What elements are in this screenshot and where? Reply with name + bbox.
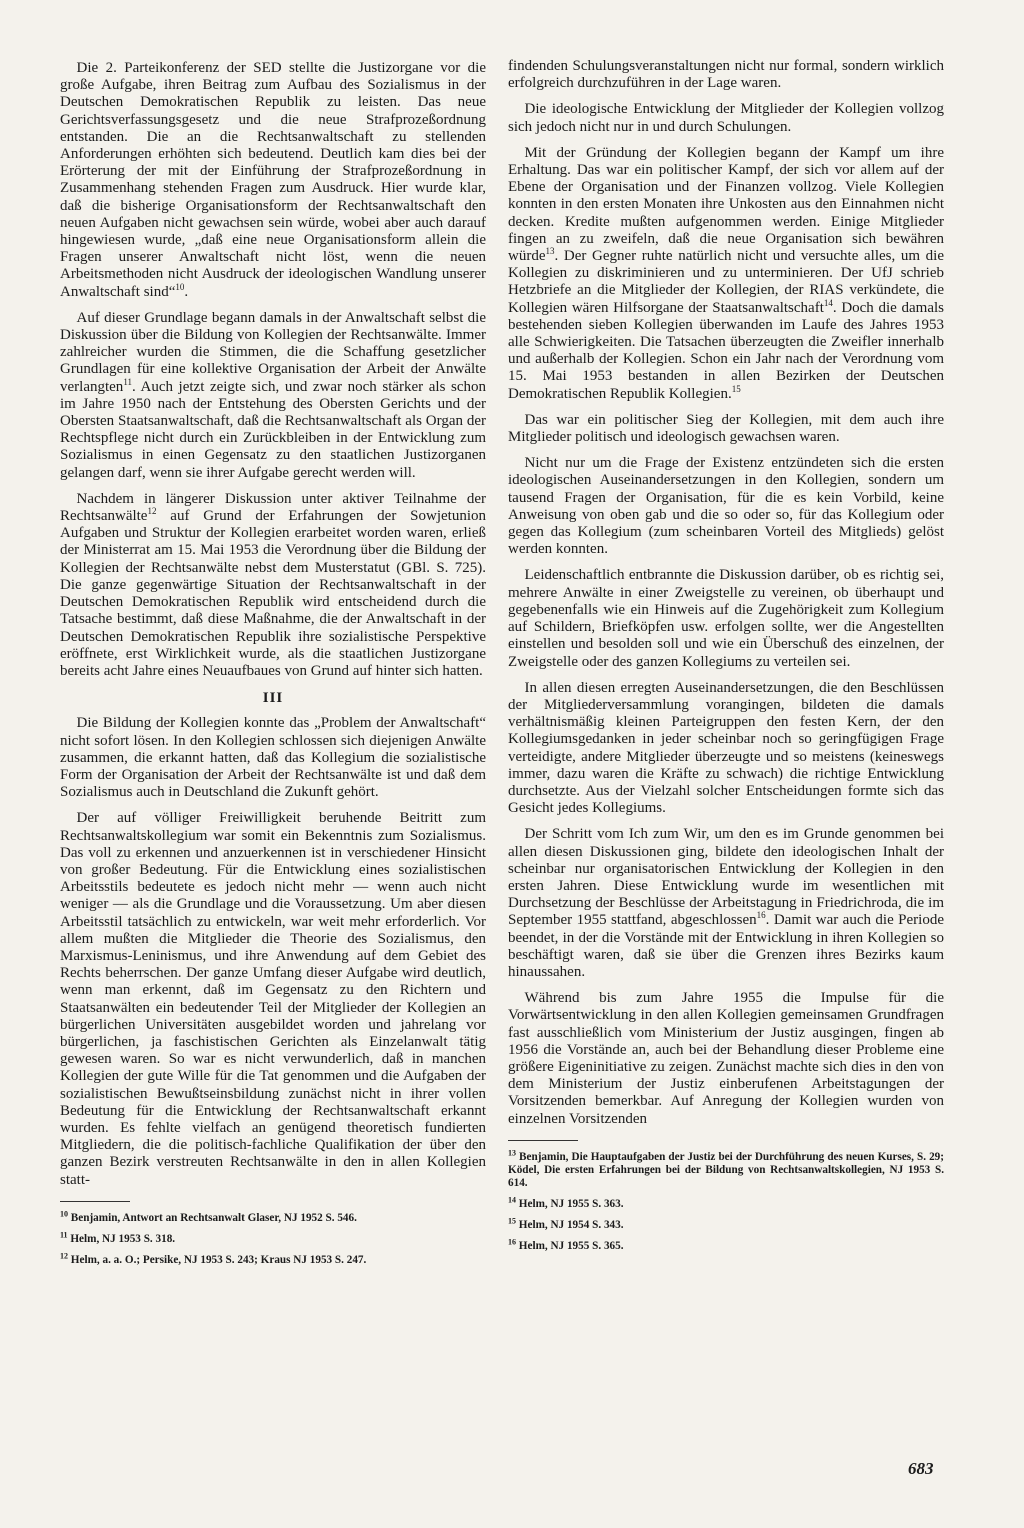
footnote-number: 11 <box>60 1230 68 1240</box>
paragraph: findenden Schulungsveranstaltungen nicht nur formal, sondern wirklich erfolgreich durchzuführen in der Lage waren. <box>508 58 944 92</box>
section-heading: III <box>262 690 284 707</box>
footnote <box>60 1209 486 1225</box>
footnote-number: 10 <box>60 1209 68 1219</box>
paragraph: Das war ein politischer Sieg der Kollegien, mit dem auch ihre Mitglieder politisch und ideologisch gewachsen waren. <box>508 411 944 446</box>
paragraph <box>60 310 486 482</box>
footnote-text: Benjamin, Antwort an Rechtsanwalt Glaser, NJ 1952 S. 546. <box>68 1211 357 1224</box>
right-column <box>508 58 944 1261</box>
footnote-number: 14 <box>508 1195 516 1205</box>
paragraph-text: Der Schritt vom Ich zum Wir, um den es im Grunde genommen bei allen diesen Diskussionen ging, bildete den ideologischen Inhalt der scheinbar nur organisatorischen Entwicklung der Kollegien in den ersten Jahren. Diese Entwicklung wurde im wesentlichen mit Durchsetzung der Beschlüsse der Arbeitstagung in Friedrichroda, die im September 1955 stattfand, abgeschlossen <box>508 826 944 929</box>
footnote-ref[interactable]: 11 <box>123 376 132 387</box>
paragraph-text: auf Grund der Erfahrungen der Sowjetunion Aufgaben und Struktur der Kollegien erarbeitet worden waren, erließ der Ministerrat am 15. Mai 1953 die Verordnung über die Bildung der Kollegien der Rechtsanwälte nebst dem Musterstatut (GBl. S. 725). Die ganze gegenwärtige Situation der Rechtsanwaltschaft in der Deutschen Demokratischen Republik wird entscheidend durch die Tatsache bestimmt, daß diese Maßnahme, die der Anwaltschaft in der Deutschen Demokratischen Republik ihre sozialistische Perspektive eröffnete, erst Wirklichkeit wurde, als die staatlichen Justizorgane bereits acht Jahre eines Neuaufbaues von Grund auf hinter sich hatten. <box>60 508 486 679</box>
paragraph: Die 2. Parteikonferenz der SED stellte die Justizorgane vor die große Aufgabe, ihren Beitrag zum Aufbau des Sozialismus in der Deutschen Demokratischen Republik zu leisten. Das neue Gerichtsverfassungsgesetz und die neue Strafprozeßordnung entstanden. Die an die Rechtsanwaltschaft zu stellenden Anforderungen erhöhten sich bedeutend. Deutlich kam dies bei der Erörterung der mit der Einführung der Strafprozeßordnung in Zusammenhang stehenden Fragen zum Ausdruck. Hier wurde klar, daß die bisherige Organisationsform der Rechtsanwaltschaft den neuen Aufgaben nicht gewachsen sein würde, wobei aber auch darauf hingewiesen wurde, „daß eine neue Organisationsform allein die Fragen unserer Anwaltschaft nicht löst, wenn die neuen Arbeitsmethoden nicht Ausdruck der ideologischen Wandlung unserer Anwaltschaft sind“$^{10}$. <box>60 60 486 300</box>
footnotes-right <box>508 1148 944 1253</box>
footnote <box>508 1237 944 1253</box>
footnotes-left <box>60 1209 486 1267</box>
paragraph: Die Bildung der Kollegien konnte das „Problem der Anwaltschaft“ nicht sofort lösen. In den Kollegien schlossen sich diejenigen Anwälte zusammen, die erkannt hatten, daß das Kollegium die sozialistische Form der Organisation der Arbeit der Rechtsanwälte ist und daß dem Sozialismus auch in Deutschland die Zukunft gehört. <box>60 715 486 801</box>
paragraph <box>508 145 944 403</box>
footnote <box>60 1230 486 1246</box>
paragraph: Leidenschaftlich entbrannte die Diskussion darüber, ob es richtig sei, mehrere Anwälte in einer Zweigstelle zu vereinen, ob überhaupt und gegebenenfalls wie ein Hinweis auf die Zugehörigkeit zum Kollegium auf Schildern, Briefköpfen usw. erfolgen sollte, wer die Angestellten einstellen und besolden soll und wie ein Überschuß des einzelnen, der Zweigstelle oder des ganzen Kollegiums zu verteilen sei. <box>508 567 944 670</box>
paragraph-text: Nachdem in längerer Diskussion unter aktiver Teilnahme der Rechtsanwälte <box>60 490 486 525</box>
footnote <box>508 1216 944 1232</box>
footnote-number: 13 <box>508 1148 516 1158</box>
footnote <box>60 1251 486 1267</box>
paragraph <box>508 826 944 981</box>
paragraph-text: . Auch jetzt zeigte sich, und zwar noch stärker als schon im Jahre 1950 nach der Entstehung des Obersten Gerichts und der Obersten Staatsanwaltschaft, daß die Rechtsanwaltschaft als Organ der Rechtspflege nicht durch ein Zurückbleiben in der Entwicklung zum Sozialismus in einen Gegensatz zu den staatlichen Justizorganen gelangen darf, wenn sie ihrer Aufgabe gerecht werden will. <box>60 378 486 481</box>
footnote-number: 15 <box>508 1216 516 1226</box>
footnote-number: 12 <box>60 1251 68 1261</box>
footnote-text: Helm, NJ 1953 S. 318. <box>67 1232 176 1245</box>
paragraph-text: Auf dieser Grundlage begann damals in der Anwaltschaft selbst die Diskussion über die Bildung von Kollegien der Rechtsanwälte. Immer zahlreicher wurden die Stimmen, die die Schaffung gesetzlicher Grundlagen für eine kollektive Organisation der Arbeit der Anwälte verlangten <box>60 309 486 395</box>
footnote-text: Helm, a. a. O.; Persike, NJ 1953 S. 243; Kraus NJ 1953 S. 247. <box>68 1253 367 1266</box>
page-number: 683 <box>908 1459 934 1478</box>
paragraph-text: Die 2. Parteikonferenz der SED stellte die Justizorgane vor die große Aufgabe, ihren Beitrag zum Aufbau des Sozialismus in der Deutschen Demokratischen Republik zu leisten. Das neue Gerichtsverfassungsgesetz und die neue Strafprozeßordnung entstanden. Die an die Rechtsanwaltschaft zu stellenden Anforderungen erhöhten sich bedeutend. Deutlich kam dies bei der Erörterung der mit der Einführung der Strafprozeßordnung in Zusammenhang stehenden Fragen zum Ausdruck. Hier wurde klar, daß die bisherige Organisationsform der Rechtsanwaltschaft den neuen Aufgaben nicht gewachsen sein würde, wobei aber auch darauf hingewiesen wurde, „daß eine neue Organisationsform allein die Fragen unserer Anwaltschaft nicht löst, wenn die neuen Arbeitsmethoden nicht Ausdruck der ideologischen Wandlung unserer Anwaltschaft sind“ <box>60 60 486 300</box>
footnote-ref[interactable]: 14 <box>823 297 833 308</box>
footnote-ref[interactable]: 16 <box>756 910 766 921</box>
footnote <box>508 1195 944 1211</box>
paragraph: Die ideologische Entwicklung der Mitglieder der Kollegien vollzog sich jedoch nicht nur in und durch Schulungen. <box>508 101 944 135</box>
footnote-text: Helm, NJ 1955 S. 365. <box>516 1239 624 1252</box>
paragraph: Während bis zum Jahre 1955 die Impulse für die Vorwärtsentwicklung in den allen Kollegien gemeinsamen Grundfragen fast ausschließlich vom Ministerium der Justiz ausgingen, fingen ab 1956 die Vorstände an, auch bei der Behandlung dieser Probleme eine größere Eigeninitiative zu zeigen. Zunächst machte sich dies in den von dem Ministerium der Justiz einberufenen Arbeitstagungen der Vorsitzenden bemerkbar. Auf Anregung der Kollegien wurden von einzelnen Vorsitzenden <box>508 990 944 1127</box>
paragraph: Nicht nur um die Frage der Existenz entzündeten sich die ersten ideologischen Auseinandersetzungen in den Kollegien, sondern um tausend Fragen der Organisation, für die es kein Vorbild, keine Anweisung von oben gab und die so oder so, für das Kollegium oder gegen das Kollegium (zum scheinbaren Vorteil des Mitglieds) gelöst werden konnten. <box>508 455 944 558</box>
footnote-text: Helm, NJ 1954 S. 343. <box>516 1218 624 1231</box>
left-column <box>60 60 486 1275</box>
paragraph-text: Mit der Gründung der Kollegien begann der Kampf um ihre Erhaltung. Das war ein politischer Kampf, der sich vor allem auf der Ebene der Organisation und der Finanzen vollzog. Viele Kollegien konnten in den ersten Monaten ihre Unkosten aus den Einnahmen nicht decken. Kredite mußten aufgenommen werden. Einige Mitglieder fingen an zu zweifeln, daß die neue Organisation sich bewähren würde <box>508 144 944 265</box>
paragraph <box>60 491 486 680</box>
paragraph: In allen diesen erregten Auseinandersetzungen, die den Beschlüssen der Mitgliederversammlung vorangingen, bildeten die damals verhältnismäßig kleinen Parteigruppen den festen Kern, der den Kollegiumsgedanken in jeder scheinbar noch so geringfügigen Frage verteidigte, andere Mitglieder überzeugte und so meistens (keineswegs immer, dazu waren die Kräfte zu schwach) die richtige Entwicklung durchsetzte. Aus der Vielzahl solcher Entscheidungen formte sich das Gesicht jedes Kollegiums. <box>508 679 944 817</box>
footnote-text: Helm, NJ 1955 S. 363. <box>516 1197 624 1210</box>
footnote-ref[interactable]: 10 <box>175 281 185 292</box>
paragraph-text: . Der Gegner ruhte natürlich nicht und versuchte alles, um die Kollegien zu diskriminieren und zu unterminieren. Der UfJ schrieb Hetzbriefe an die Mitglieder der Kollegien, der RIAS verkündete, die Kollegien wären Hilfsorgane der Staatsanwaltschaft <box>508 248 944 316</box>
footnote-number: 16 <box>508 1237 516 1247</box>
paragraph-text: . Damit war auch die Periode beendet, in der die Vorstände mit der Entwicklung in ihren Kollegien so beschäftigt waren, daß sie über die Grenzen ihres Bezirks kaum hinaussahen. <box>508 912 944 980</box>
footnote-divider <box>60 1201 130 1202</box>
paragraph: Der auf völliger Freiwilligkeit beruhende Beitritt zum Rechtsanwaltskollegium war somit ein Bekenntnis zum Sozialismus. Das voll zu erkennen und anzuerkennen ist in verschiedener Hinsicht von großer Bedeutung. Für die Entwicklung eines sozialistischen Arbeitsstils bedeutete es jedoch nicht mehr — wenn auch nicht weniger — als die Grundlage und die Voraussetzung. Um aber diesen Arbeitsstil tatsächlich zu entwickeln, war weit mehr erforderlich. Vor allem mußten die Mitglieder die Theorie des Sozialismus, den Marxismus-Leninismus, und ihre Anwendung auf dem Gebiet des Rechts beherrschen. Der ganze Umfang dieser Aufgabe wird deutlich, wenn man erkennt, daß im Gegensatz zu den Richtern und Staatsanwälten ein bedeutender Teil der Mitglieder der Kollegien an bürgerlichen Universitäten ausgebildet worden und jahrelang vor bürgerlichen, ja faschistischen Gerichten als Einzelanwalt tätig gewesen waren. So war es nicht verwunderlich, daß in manchen Kollegien der gute Wille für die Tat genommen und die Aufgaben der sozialistischen Bewußtseinsbildung zunächst nicht in ihrer vollen Bedeutung für die Entwicklung der Rechtsanwaltschaft erkannt wurden. Es fehlte vielfach an genügend theoretisch fundierten Mitgliedern, die die politisch-fachliche Qualifikation der über den ganzen Bezirk verstreuten Rechtsanwälte in den in allen Kollegien statt- <box>60 810 486 1188</box>
paragraph-text: . Doch die damals bestehenden sieben Kollegien überwanden im Laufe des Jahres 1953 alle Schwierigkeiten. Die Tatsachen überzeugten die Zweifler innerhalb und außerhalb der Kollegien. Schon ein Jahr nach der Verordnung vom 15. Mai 1953 bestanden in allen Bezirken der Deutschen Demokratischen Republik Kollegien. <box>508 299 944 402</box>
footnote-divider <box>508 1140 578 1141</box>
footnote-text: Benjamin, Die Hauptaufgaben der Justiz bei der Durchführung des neuen Kurses, S. 29; Ködel, Die ersten Erfahrungen bei der Bildung von Rechtsanwaltskollegien, NJ 1953 S. 614. <box>508 1150 944 1189</box>
footnote-ref[interactable]: 12 <box>147 506 157 517</box>
footnote-ref[interactable]: 13 <box>545 246 555 257</box>
footnote-ref[interactable]: 15 <box>731 383 741 394</box>
footnote <box>508 1148 944 1190</box>
